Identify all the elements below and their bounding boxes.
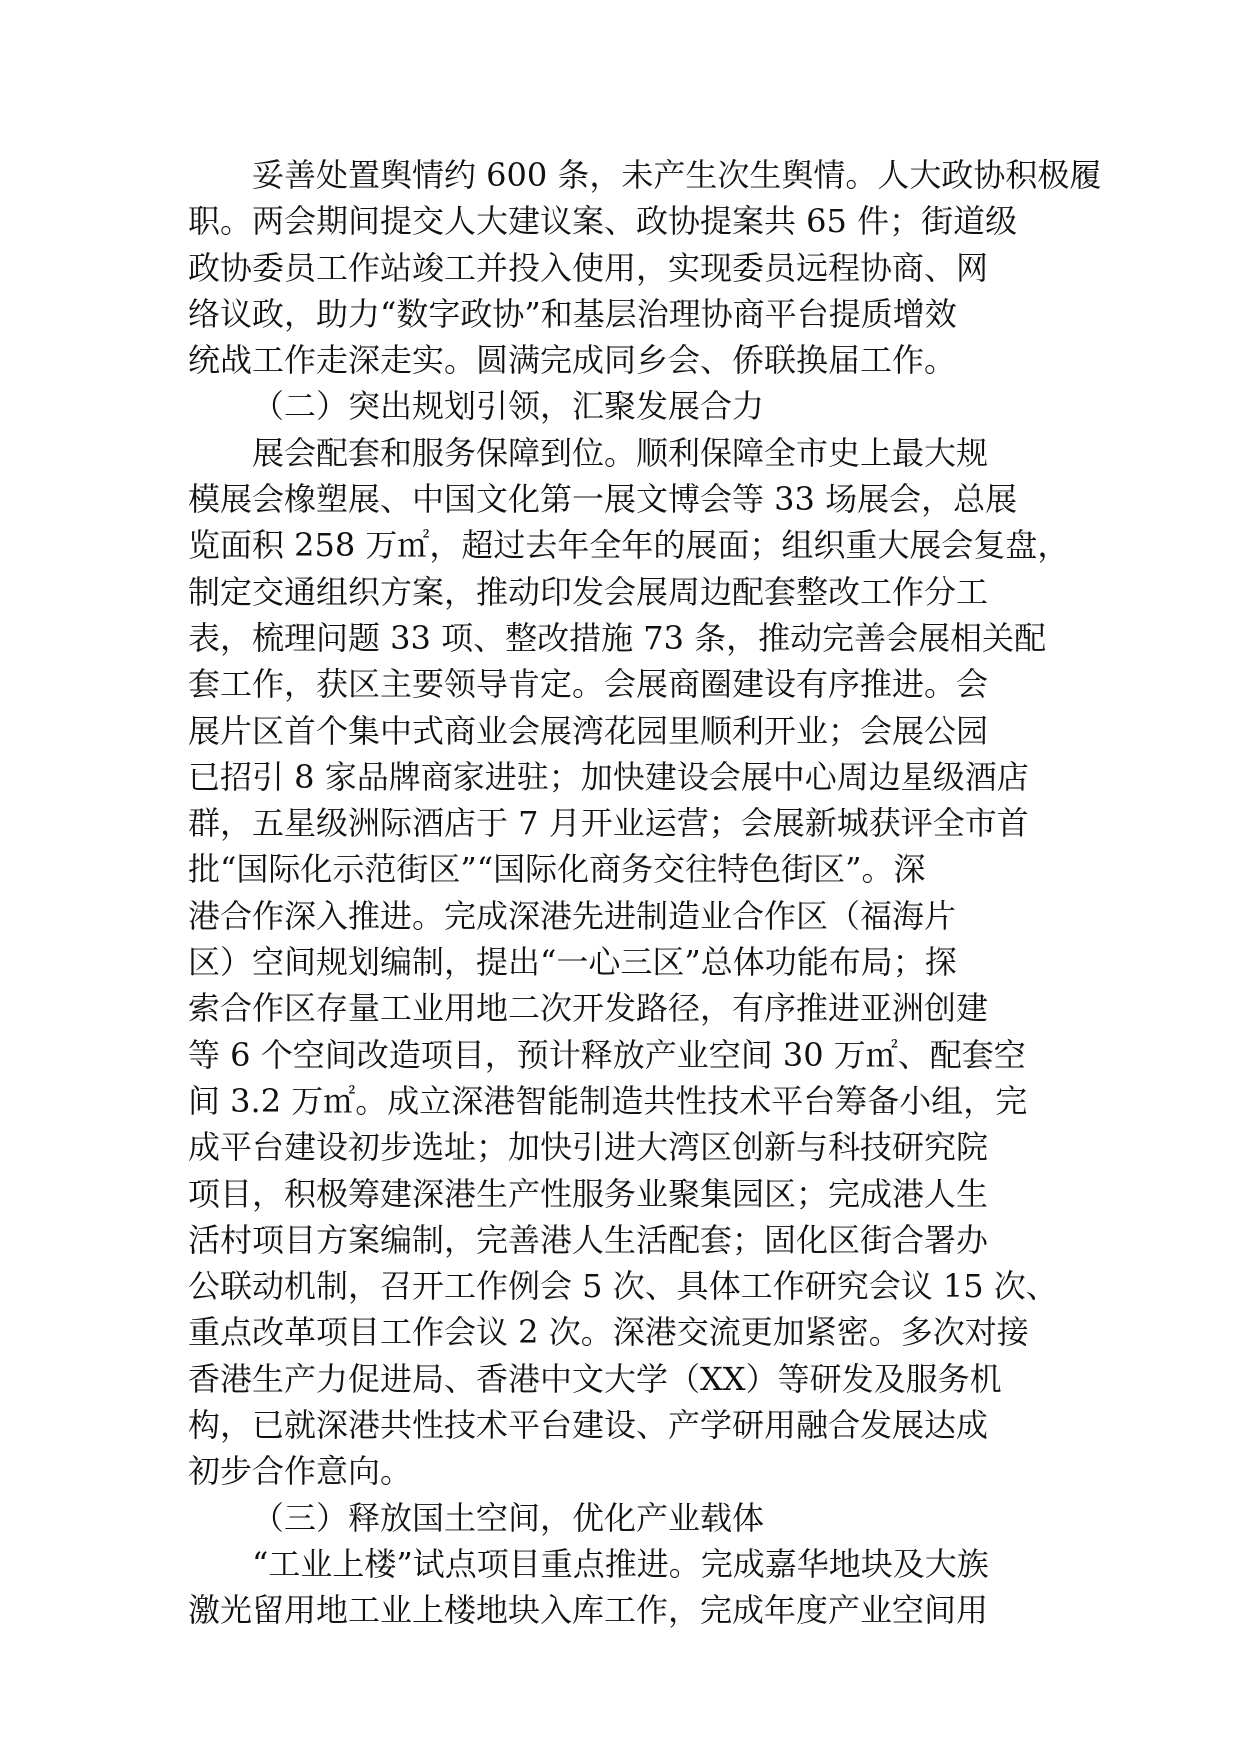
text-line: 政协委员工作站竣工并投入使用，实现委员远程协商、网: [188, 248, 989, 287]
text-line: 项目，积极筹建深港生产性服务业聚集园区；完成港人生: [188, 1174, 989, 1213]
text-line: 区）空间规划编制，提出“一心三区”总体功能布局；探: [188, 943, 957, 982]
text-line: 成平台建设初步选址；加快引进大湾区创新与科技研究院: [188, 1128, 989, 1167]
text-line: 展会配套和服务保障到位。顺利保障全市史上最大规: [252, 433, 989, 472]
text-line: 香港生产力促进局、香港中文大学（XX）等研发及服务机: [188, 1359, 1002, 1398]
text-line: 港合作深入推进。完成深港先进制造业合作区（福海片: [188, 896, 957, 935]
heading-line: （三）释放国土空间，优化产业载体: [252, 1498, 765, 1537]
text-line: 索合作区存量工业用地二次开发路径，有序推进亚洲创建: [188, 989, 989, 1028]
text-line: 表，梳理问题 33 项、整改措施 73 条，推动完善会展相关配: [188, 618, 1047, 657]
text-line: 构，已就深港共性技术平台建设、产学研用融合发展达成: [188, 1406, 989, 1445]
text-line: 公联动机制，召开工作例会 5 次、具体工作研究会议 15 次、: [188, 1267, 1058, 1306]
text-line: 已招引 8 家品牌商家进驻；加快建设会展中心周边星级酒店: [188, 757, 1029, 796]
text-line: 络议政，助力“数字政协”和基层治理协商平台提质增效: [188, 294, 957, 333]
text-line: 重点改革项目工作会议 2 次。深港交流更加紧密。多次对接: [188, 1313, 1029, 1352]
text-line: 览面积 258 万㎡，超过去年全年的展面；组织重大展会复盘，: [188, 526, 1070, 565]
section-heading-3: [188, 1495, 1062, 1541]
text-line: 套工作，获区主要领导肯定。会展商圈建设有序推进。会: [188, 665, 989, 704]
text-line: 群，五星级洲际酒店于 7 月开业运营；会展新城获评全市首: [188, 804, 1029, 843]
text-line: 初步合作意向。: [188, 1452, 413, 1491]
text-line: 统战工作走深走实。圆满完成同乡会、侨联换届工作。: [188, 341, 957, 380]
section-heading-2: [188, 383, 1062, 429]
heading-line: （二）突出规划引领，汇聚发展合力: [252, 387, 765, 426]
text-line: 批“国际化示范街区”“国际化商务交往特色街区”。深: [188, 850, 926, 889]
text-line: 间 3.2 万㎡。成立深港智能制造共性技术平台筹备小组，完: [188, 1081, 1028, 1120]
text-line: “工业上楼”试点项目重点推进。完成嘉华地块及大族: [252, 1544, 989, 1583]
text-line: 模展会橡塑展、中国文化第一展文博会等 33 场展会，总展: [188, 480, 1018, 519]
paragraph-planning: [188, 430, 1070, 1495]
text-line: 活村项目方案编制，完善港人生活配套；固化区街合署办: [188, 1220, 989, 1259]
document-page: [188, 152, 1102, 1634]
text-line: 等 6 个空间改造项目，预计释放产业空间 30 万㎡、配套空: [188, 1035, 1026, 1074]
paragraph-political-work: [188, 152, 1102, 383]
text-line: 激光留用地工业上楼地块入库工作，完成年度产业空间用: [188, 1591, 989, 1630]
paragraph-land-space: [188, 1541, 1062, 1634]
text-line: 职。两会期间提交人大建议案、政协提案共 65 件；街道级: [188, 202, 1018, 241]
text-line: 妥善处置舆情约 600 条，未产生次生舆情。人大政协积极履: [252, 156, 1102, 194]
text-line: 展片区首个集中式商业会展湾花园里顺利开业；会展公园: [188, 711, 989, 750]
text-line: 制定交通组织方案，推动印发会展周边配套整改工作分工: [188, 572, 989, 611]
